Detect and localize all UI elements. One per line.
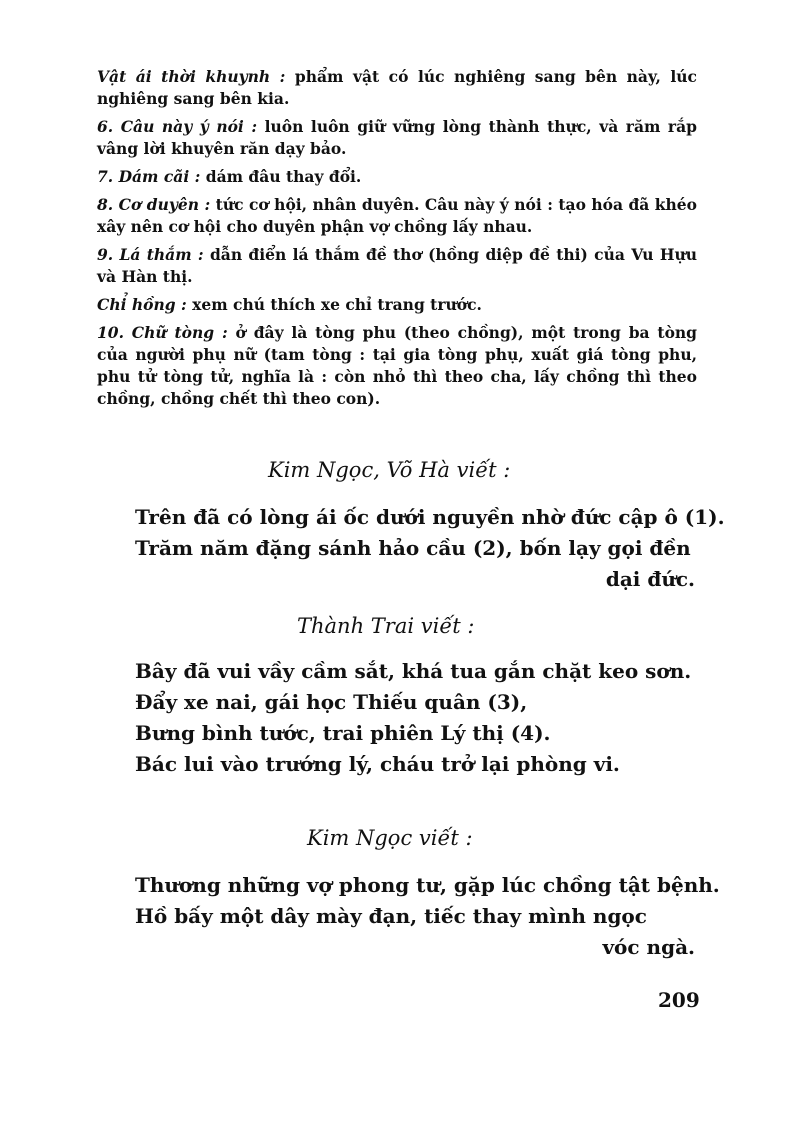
footnote [97, 244, 697, 288]
footnote-text: phẩm vật có lúc nghiêng sang bên này, lúc nghiêng sang bên kia. [97, 67, 697, 108]
poem-line: Hồ bấy một dây mày đạn, tiếc thay mình ngọc [135, 904, 647, 928]
poem-line: Bây đã vui vầy cầm sắt, khá tua gắn chặt keo sơn. [135, 659, 692, 683]
footnote [97, 322, 697, 410]
footnote-text: xem chú thích xe chỉ trang trước. [186, 295, 482, 314]
footnote-text: luôn luôn giữ vững lòng thành thực, và răm rắp vâng lời khuyên răn dạy bảo. [97, 117, 697, 158]
poem-line: Thương những vợ phong tư, gặp lúc chồng tật bệnh. [135, 873, 720, 897]
footnote [97, 294, 697, 316]
poem-stanza [135, 870, 720, 963]
footnote-term: Chỉ hồng : [97, 295, 187, 314]
footnote-term: 6. Câu này ý nói : [97, 117, 258, 136]
footnote-text: dẫn điển lá thắm đề thơ (hồng diệp đề thi) của Vu Hựu và Hàn thị. [97, 245, 698, 286]
poem-stanza [135, 502, 725, 595]
section-heading: Kim Ngọc, Võ Hà viết : [268, 458, 511, 482]
poem-line: Đẩy xe nai, gái học Thiếu quân (3), [135, 690, 528, 714]
footnote-text: tức cơ hội, nhân duyên. Câu này ý nói : tạo hóa đã khéo xây nên cơ hội cho duyên phận vợ chồng lấy nhau. [97, 195, 697, 236]
poem-stanza [135, 656, 695, 780]
footnote-term: 7. Dám cãi : [97, 167, 201, 186]
footnote-term: 10. Chữ tòng : [97, 323, 228, 342]
footnotes [97, 66, 697, 416]
poem-line: Trên đã có lòng ái ốc dưới nguyền nhờ đức cập ô (1). [135, 505, 725, 529]
footnote-term: 8. Cơ duyên : [97, 195, 211, 214]
section-heading: Kim Ngọc viết : [307, 826, 473, 850]
poem-line: Trăm năm đặng sánh hảo cầu (2), bốn lạy gọi đền [135, 536, 691, 560]
poem-line: Bưng bình tước, trai phiên Lý thị (4). [135, 721, 551, 745]
page-number: 209 [658, 988, 700, 1012]
section-heading: Thành Trai viết : [297, 614, 475, 638]
footnote [97, 194, 697, 238]
poem-line-continuation: vóc ngà. [602, 935, 695, 959]
footnote-text: ở đây là tòng phu (theo chồng), một trong ba tòng của người phụ nữ (tam tòng : tại gia tòng phụ, xuất giá tòng phu, phu tử tòng tử, nghĩa là : còn nhỏ thì theo cha, lấy chồng thì theo chồng, chồng chết thì theo con). [97, 323, 698, 408]
footnote-term: Vật ái thời khuynh : [97, 67, 286, 86]
footnote [97, 66, 697, 110]
footnote-term: 9. Lá thắm : [97, 245, 204, 264]
footnote [97, 116, 697, 160]
poem-line-continuation: dại đức. [605, 567, 695, 591]
footnote-text: dám đâu thay đổi. [200, 167, 362, 186]
poem-line: Bác lui vào trướng lý, cháu trở lại phòng vi. [135, 752, 620, 776]
footnote [97, 166, 697, 188]
